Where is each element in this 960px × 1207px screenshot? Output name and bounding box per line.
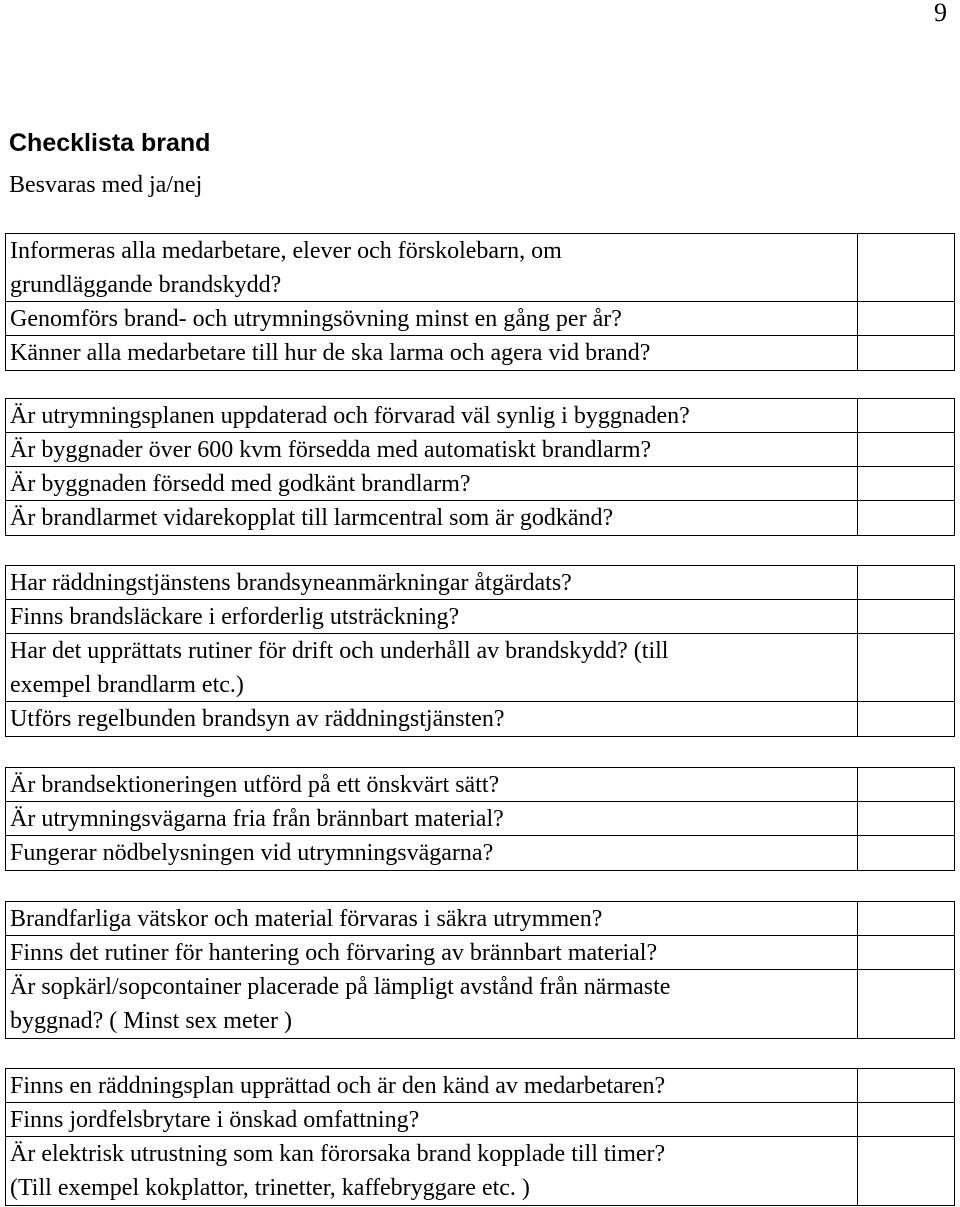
answer-cell[interactable] xyxy=(858,970,954,1038)
question-text: Finns jordfelsbrytare i önskad omfattning? xyxy=(6,1103,857,1137)
checklist-question xyxy=(6,234,857,302)
answer-cell[interactable] xyxy=(858,433,954,467)
answer-column xyxy=(858,902,955,1038)
question-text: Finns en räddningsplan upprättad och är den känd av medarbetaren? xyxy=(6,1069,857,1103)
question-text: Är sopkärl/sopcontainer placerade på lämpligt avstånd från närmaste xyxy=(10,974,671,1000)
question-text: Utförs regelbunden brandsyn av räddningstjänsten? xyxy=(10,706,505,732)
checklist-question xyxy=(6,836,857,870)
page-title: Checklista brand xyxy=(9,129,211,157)
answer-column xyxy=(858,399,955,535)
checklist-question xyxy=(6,768,857,802)
page-subtitle: Besvaras med ja/nej xyxy=(9,172,203,198)
answer-cell[interactable] xyxy=(858,634,954,702)
checklist-section xyxy=(5,901,955,1039)
checklist-question xyxy=(6,399,857,433)
question-text: Känner alla medarbetare till hur de ska larma och agera vid brand? xyxy=(10,340,651,366)
checklist-section xyxy=(5,565,955,737)
question-text: Är brandsektioneringen utförd på ett önskvärt sätt? xyxy=(6,768,857,802)
answer-cell[interactable] xyxy=(858,902,954,936)
answer-cell[interactable] xyxy=(858,802,954,836)
answer-cell[interactable] xyxy=(858,702,954,736)
answer-cell[interactable] xyxy=(858,1103,954,1137)
answer-cell[interactable] xyxy=(858,1137,954,1205)
answer-cell[interactable] xyxy=(858,467,954,501)
question-text: Informeras alla medarbetare, elever och förskolebarn, om xyxy=(10,238,562,264)
checklist-question xyxy=(6,336,857,370)
question-text: Har det upprättats rutiner för drift och underhåll av brandskydd? (till xyxy=(10,638,669,664)
checklist-question xyxy=(6,600,857,634)
checklist-question xyxy=(6,501,857,535)
checklist-question xyxy=(6,467,857,501)
answer-cell[interactable] xyxy=(858,768,954,802)
checklist-question xyxy=(6,970,857,1038)
question-text: Är utrymningsvägarna fria från brännbart material? xyxy=(6,802,857,836)
answer-cell[interactable] xyxy=(858,566,954,600)
question-column xyxy=(5,566,858,736)
question-text: Är byggnader över 600 kvm försedda med automatiskt brandlarm? xyxy=(6,433,857,467)
question-column xyxy=(5,768,858,870)
question-column xyxy=(5,234,858,370)
question-text: Är utrymningsplanen uppdaterad och förvarad väl synlig i byggnaden? xyxy=(6,399,857,433)
page-number: 9 xyxy=(934,0,947,27)
checklist-question xyxy=(6,433,857,467)
checklist-question xyxy=(6,702,857,736)
question-text: grundläggande brandskydd? xyxy=(6,268,857,302)
answer-cell[interactable] xyxy=(858,302,954,336)
checklist-section xyxy=(5,398,955,536)
checklist-section xyxy=(5,233,955,371)
question-text: Är byggnaden försedd med godkänt brandlarm? xyxy=(6,467,857,501)
answer-cell[interactable] xyxy=(858,336,954,370)
question-text: Finns brandsläckare i erforderlig utsträckning? xyxy=(6,600,857,634)
checklist-question xyxy=(6,1069,857,1103)
question-column xyxy=(5,902,858,1038)
question-text: Är elektrisk utrustning som kan förorsaka brand kopplade till timer? xyxy=(10,1141,666,1167)
checklist-section xyxy=(5,1068,955,1206)
answer-column xyxy=(858,234,955,370)
checklist-question xyxy=(6,902,857,936)
checklist-question xyxy=(6,302,857,336)
answer-column xyxy=(858,566,955,736)
question-text: Finns det rutiner för hantering och förvaring av brännbart material? xyxy=(6,936,857,970)
answer-cell[interactable] xyxy=(858,501,954,535)
answer-cell[interactable] xyxy=(858,836,954,870)
question-text: Brandfarliga vätskor och material förvaras i säkra utrymmen? xyxy=(6,902,857,936)
checklist-question xyxy=(6,802,857,836)
checklist-question xyxy=(6,634,857,702)
question-text: (Till exempel kokplattor, trinetter, kaffebryggare etc. ) xyxy=(10,1175,530,1201)
answer-cell[interactable] xyxy=(858,936,954,970)
answer-column xyxy=(858,768,955,870)
question-text: exempel brandlarm etc.) xyxy=(6,668,857,702)
checklist-question xyxy=(6,1103,857,1137)
checklist-question xyxy=(6,566,857,600)
answer-cell[interactable] xyxy=(858,1069,954,1103)
checklist-question xyxy=(6,1137,857,1205)
checklist-section xyxy=(5,767,955,871)
question-text: Genomförs brand- och utrymningsövning minst en gång per år? xyxy=(6,302,857,336)
question-text: Är brandlarmet vidarekopplat till larmcentral som är godkänd? xyxy=(10,505,614,531)
answer-cell[interactable] xyxy=(858,234,954,302)
answer-column xyxy=(858,1069,955,1205)
question-column xyxy=(5,399,858,535)
answer-cell[interactable] xyxy=(858,399,954,433)
checklist-question xyxy=(6,936,857,970)
question-text: Fungerar nödbelysningen vid utrymningsvägarna? xyxy=(10,840,494,866)
question-column xyxy=(5,1069,858,1205)
question-text: Har räddningstjänstens brandsyneanmärkningar åtgärdats? xyxy=(6,566,857,600)
answer-cell[interactable] xyxy=(858,600,954,634)
question-text: byggnad? ( Minst sex meter ) xyxy=(10,1008,292,1034)
